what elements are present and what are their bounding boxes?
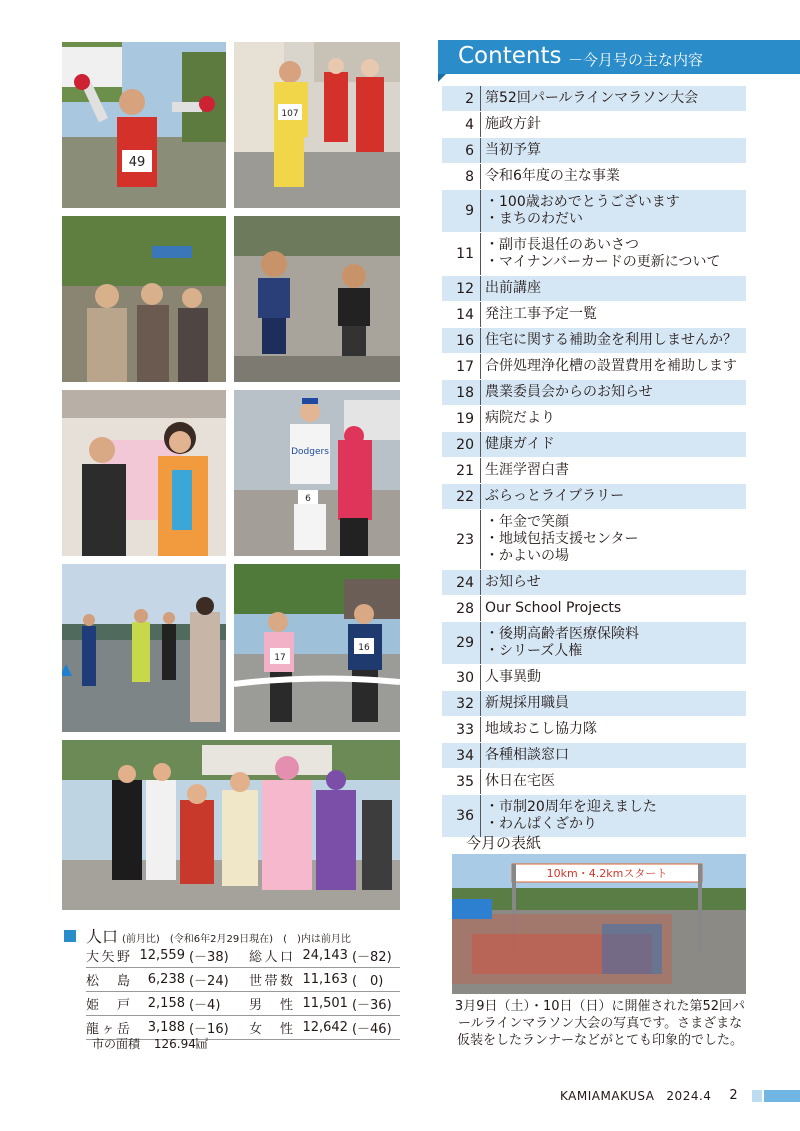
- toc-page-number: 18: [442, 380, 481, 405]
- contents-header: [438, 40, 800, 74]
- toc-row[interactable]: [442, 665, 746, 691]
- toc-row[interactable]: [442, 432, 746, 458]
- toc-row[interactable]: [442, 138, 746, 164]
- cover-caption: 3月9日（土）・10日（日）に開催された第52回パールラインマラソン大会の写真です。さまざまな仮装をしたランナーなどがとても印象的でした。: [454, 999, 746, 1048]
- toc-title-line: 人事異動: [485, 669, 541, 685]
- footer-decor-bar: [764, 1090, 800, 1102]
- district-diff: (－24): [187, 968, 237, 992]
- district-name: 大矢野: [86, 944, 130, 968]
- magazine-name: KAMIAMAKUSA: [560, 1088, 655, 1103]
- toc-row[interactable]: [442, 691, 746, 717]
- toc-row[interactable]: [442, 112, 746, 138]
- total-value: 11,501: [293, 992, 350, 1016]
- toc-row[interactable]: [442, 743, 746, 769]
- runner-bib-3: 6: [305, 494, 311, 504]
- district-population: 12,559: [130, 944, 187, 968]
- runner-bib-2: 107: [281, 109, 299, 119]
- toc-title-line: 発注工事予定一覧: [485, 306, 597, 322]
- toc-title: [481, 574, 541, 591]
- toc-row[interactable]: [442, 354, 746, 380]
- population-row: [86, 992, 400, 1016]
- toc-title-line: 健康ガイド: [485, 436, 555, 452]
- toc-row[interactable]: [442, 86, 746, 112]
- toc-title: [481, 747, 569, 764]
- footer-decor-light: [752, 1090, 762, 1102]
- toc-title: [481, 626, 639, 660]
- district-diff: (－16): [187, 1016, 237, 1040]
- contents-title: Contents: [458, 43, 562, 69]
- district-diff: (－38): [187, 944, 237, 968]
- toc-page-number: 24: [442, 570, 481, 595]
- toc-page-number: 28: [442, 596, 481, 621]
- toc-title-line: ・わんぱくざかり: [485, 816, 597, 832]
- toc-title-line: 病院だより: [485, 410, 555, 426]
- toc-title-line: ・地域包括支援センター: [485, 531, 639, 547]
- photo-costumed-high-five: [62, 390, 226, 556]
- toc-page-number: 2: [442, 86, 481, 111]
- total-label: 世帯数: [249, 968, 293, 992]
- population-row: [86, 968, 400, 992]
- photo-runners-road: [62, 564, 226, 732]
- toc-row[interactable]: [442, 380, 746, 406]
- photo-kids-jumping: [234, 216, 400, 382]
- cover-title: 今月の表紙: [466, 834, 542, 852]
- total-label: 男 性: [249, 992, 293, 1016]
- page-number: 2: [729, 1088, 739, 1103]
- runner-bib-1: 49: [128, 155, 146, 170]
- photo-spectators-cheering: [62, 216, 226, 382]
- cover-banner-text: 10km・4.2kmスタート: [546, 867, 668, 880]
- toc-title: [481, 306, 597, 323]
- toc-page-number: 29: [442, 622, 481, 664]
- toc-title: [481, 410, 555, 427]
- toc-title-line: 第52回パールラインマラソン大会: [485, 90, 699, 106]
- toc-page-number: 17: [442, 354, 481, 379]
- toc-title: [481, 436, 555, 453]
- toc-page-number: 21: [442, 458, 481, 483]
- toc-row[interactable]: [442, 596, 746, 622]
- toc-title: [481, 773, 555, 790]
- toc-title-line: 合併処理浄化槽の設置費用を補助します: [485, 358, 737, 374]
- toc-page-number: 16: [442, 328, 481, 353]
- toc-row[interactable]: [442, 233, 746, 276]
- photo-runner-red-shirt: [62, 42, 226, 208]
- toc-title-line: ぶらっとライブラリー: [485, 488, 625, 504]
- toc-page-number: 32: [442, 691, 481, 716]
- toc-row[interactable]: [442, 484, 746, 510]
- toc-title: [481, 358, 737, 375]
- toc-title: [481, 799, 657, 833]
- toc-title-line: 住宅に関する補助金を利用しませんか？: [485, 332, 737, 348]
- area-label: 市の面積: [92, 1037, 141, 1051]
- toc-title: [481, 168, 620, 185]
- table-of-contents: [442, 86, 746, 838]
- total-diff: (－46): [350, 1016, 400, 1040]
- toc-row[interactable]: [442, 769, 746, 795]
- total-value: 11,163: [293, 968, 350, 992]
- toc-title-line: ・後期高齢者医療保険料: [485, 626, 639, 642]
- population-table: [86, 944, 400, 1040]
- toc-row[interactable]: [442, 717, 746, 743]
- toc-title: [481, 194, 680, 228]
- toc-title-line: ・年金で笑顔: [485, 514, 569, 530]
- toc-title: [481, 514, 638, 565]
- toc-page-number: 33: [442, 717, 481, 742]
- toc-title-line: 各種相談窓口: [485, 747, 569, 763]
- total-diff: ( 0): [350, 968, 400, 992]
- toc-title-line: 農業委員会からのお知らせ: [485, 384, 653, 400]
- toc-title-line: 新規採用職員: [485, 695, 569, 711]
- total-diff: (－82): [350, 944, 400, 968]
- toc-title: [481, 600, 621, 617]
- toc-page-number: 23: [442, 510, 481, 569]
- photo-costumed-group: [62, 740, 400, 910]
- toc-title: [481, 488, 624, 505]
- total-value: 12,642: [293, 1016, 350, 1040]
- area-value: 126.94㎢: [153, 1037, 208, 1051]
- jersey-text: Dodgers: [291, 447, 329, 457]
- toc-page-number: 9: [442, 190, 481, 232]
- population-note-parentheses: ( )内は前月比: [283, 934, 351, 945]
- toc-title-line: 令和6年度の主な事業: [485, 168, 620, 184]
- spacer: [237, 992, 249, 1016]
- city-area: [92, 1035, 208, 1052]
- contents-subtitle: －今月号の主な内容: [568, 51, 704, 69]
- spacer: [237, 968, 249, 992]
- toc-row[interactable]: [442, 458, 746, 484]
- toc-page-number: 12: [442, 276, 481, 301]
- total-diff: (－36): [350, 992, 400, 1016]
- toc-title: [481, 237, 720, 271]
- toc-title: [481, 669, 541, 686]
- issue-date: 2024.4: [666, 1088, 712, 1103]
- toc-page-number: 30: [442, 665, 481, 690]
- toc-title-line: 休日在宅医: [485, 773, 555, 789]
- toc-title: [481, 280, 541, 297]
- toc-title-line: ・100歳おめでとうございます: [485, 194, 680, 210]
- population-note-monthly: (前月比): [122, 934, 160, 945]
- header-fold-decoration: [438, 74, 446, 82]
- toc-title: [481, 695, 569, 712]
- toc-title-line: Our School Projects: [485, 600, 622, 616]
- spacer: [237, 944, 249, 968]
- toc-page-number: 34: [442, 743, 481, 768]
- toc-title-line: ・かよいの場: [485, 548, 569, 564]
- district-population: 6,238: [130, 968, 187, 992]
- toc-title: [481, 90, 698, 107]
- toc-title: [481, 332, 737, 349]
- toc-row[interactable]: [442, 302, 746, 328]
- population-note-date: (令和6年2月29日現在): [169, 934, 274, 945]
- runner-bib-4: 17: [274, 653, 286, 663]
- toc-row[interactable]: [442, 406, 746, 432]
- toc-page-number: 6: [442, 138, 481, 163]
- toc-page-number: 8: [442, 164, 481, 189]
- toc-title-line: ・シリーズ人権: [485, 643, 583, 659]
- square-icon: [64, 930, 76, 942]
- toc-title: [481, 384, 653, 401]
- total-value: 24,143: [293, 944, 350, 968]
- toc-title-line: 地域おこし協力隊: [485, 721, 597, 737]
- toc-page-number: 19: [442, 406, 481, 431]
- population-title: 人口: [86, 927, 119, 946]
- district-population: 2,158: [130, 992, 187, 1016]
- toc-page-number: 20: [442, 432, 481, 457]
- toc-title-line: お知らせ: [485, 574, 541, 590]
- district-name: 姫 戸: [86, 992, 130, 1016]
- toc-row[interactable]: [442, 328, 746, 354]
- photo-finish-line: [234, 564, 400, 732]
- photo-baseball-costume-runner: [234, 390, 400, 556]
- toc-title: [481, 142, 541, 159]
- toc-title-line: 生涯学習白書: [485, 462, 569, 478]
- toc-title-line: 出前講座: [485, 280, 541, 296]
- district-name: 松 島: [86, 968, 130, 992]
- toc-page-number: 22: [442, 484, 481, 509]
- toc-title-line: ・マイナンバーカードの更新について: [485, 254, 721, 270]
- toc-row[interactable]: [442, 622, 746, 665]
- toc-row[interactable]: [442, 276, 746, 302]
- spacer: [237, 1016, 249, 1040]
- toc-title-line: 施政方針: [485, 116, 541, 132]
- toc-page-number: 36: [442, 795, 481, 837]
- toc-row[interactable]: [442, 190, 746, 233]
- toc-row[interactable]: [442, 164, 746, 190]
- toc-page-number: 14: [442, 302, 481, 327]
- toc-title: [481, 116, 541, 133]
- toc-title-line: ・市制20周年を迎えました: [485, 799, 657, 815]
- population-row: [86, 944, 400, 968]
- toc-title-line: 当初予算: [485, 142, 541, 158]
- toc-page-number: 4: [442, 112, 481, 137]
- toc-page-number: 35: [442, 769, 481, 794]
- photo-runner-yellow-costume: [234, 42, 400, 208]
- toc-title: [481, 462, 569, 479]
- toc-title-line: ・副市長退任のあいさつ: [485, 237, 639, 253]
- runner-bib-5: 16: [358, 643, 370, 653]
- toc-row[interactable]: [442, 570, 746, 596]
- total-label: 総人口: [249, 944, 293, 968]
- district-population: 3,188: [130, 1016, 187, 1040]
- toc-title-line: ・まちのわだい: [485, 211, 583, 227]
- toc-row[interactable]: [442, 510, 746, 570]
- district-diff: (－4): [187, 992, 237, 1016]
- total-label: 女 性: [249, 1016, 293, 1040]
- photo-cover-marathon-start: [452, 854, 746, 994]
- footer: [560, 1088, 738, 1103]
- district-name: 龍ヶ岳: [86, 1016, 130, 1040]
- toc-page-number: 11: [442, 233, 481, 275]
- toc-title: [481, 721, 597, 738]
